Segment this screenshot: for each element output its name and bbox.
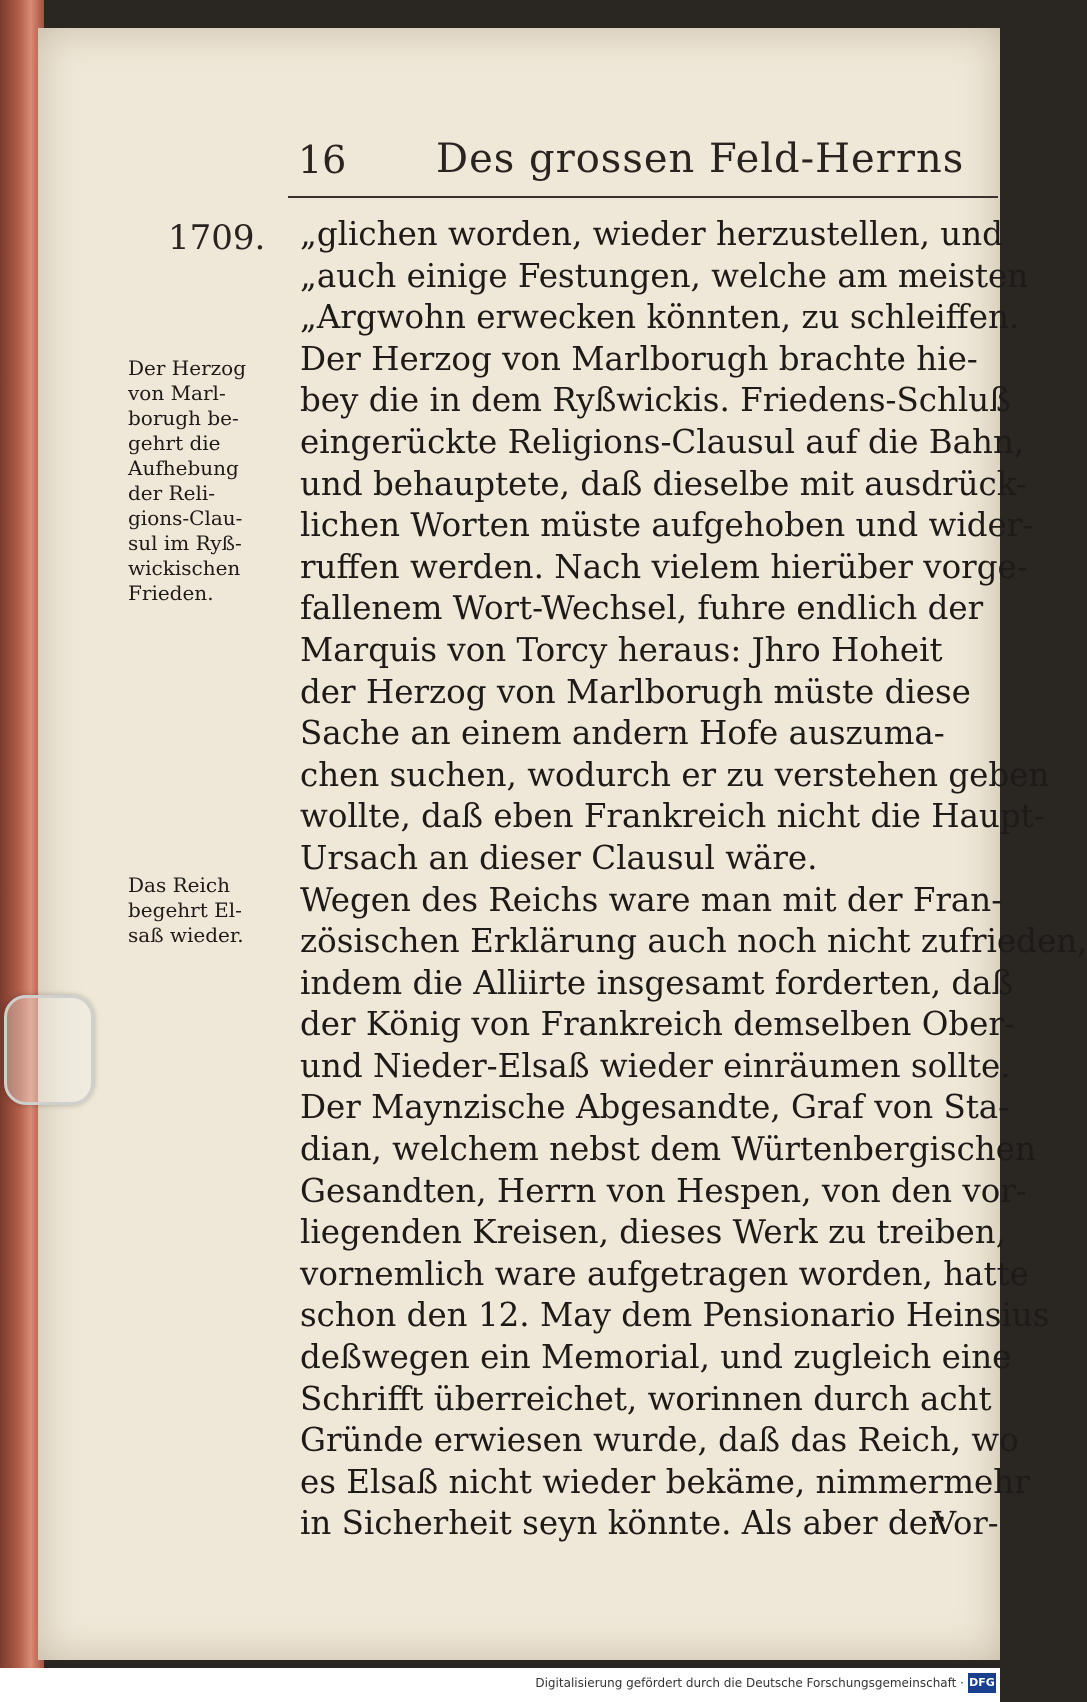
year-marker: 1709. — [168, 218, 266, 258]
text-line: Marquis von Torcy heraus: Jhro Hoheit — [300, 630, 943, 669]
text-line: dian, welchem nebst dem Würtenbergischen — [300, 1130, 1036, 1169]
text-line: Gründe erwiesen wurde, daß das Reich, wo — [300, 1421, 1019, 1460]
running-title: Des grossen Feld-Herrns — [436, 136, 965, 182]
footer — [0, 1668, 1000, 1702]
text-line: vornemlich ware aufgetragen worden, hatte — [300, 1254, 1029, 1293]
marginal-note — [128, 873, 298, 948]
text-line: eingerückte Religions-Clausul auf die Bahn, — [300, 422, 1025, 461]
page-clip — [4, 995, 94, 1105]
text-line: indem die Alliirte insgesamt forderten, daß — [300, 963, 1014, 1002]
marginal-line: sul im Ryß- — [128, 531, 242, 555]
marginal-line: Aufhebung — [128, 456, 239, 480]
marginal-line: der Reli- — [128, 481, 216, 505]
marginal-line: gions-Clau- — [128, 506, 243, 530]
text-line: und behauptete, daß dieselbe mit ausdrück- — [300, 464, 1027, 503]
body-text — [300, 214, 1087, 1545]
text-line: Der Maynzische Abgesandte, Graf von Sta- — [300, 1088, 1010, 1127]
header-rule — [288, 196, 998, 198]
marginal-line: saß wieder. — [128, 923, 244, 947]
text-line: Schrifft überreichet, worinnen durch acht — [300, 1379, 992, 1418]
page-number: 16 — [298, 138, 347, 182]
marginal-line: gehrt die — [128, 431, 221, 455]
text-line: „auch einige Festungen, welche am meisten — [300, 256, 1029, 295]
text-line: Ursach an dieser Clausul wäre. — [300, 838, 818, 877]
text-line: wollte, daß eben Frankreich nicht die Haupt- — [300, 797, 1045, 836]
marginal-line: Der Herzog — [128, 356, 247, 380]
text-line: Sache an einem andern Hofe auszuma- — [300, 714, 945, 753]
text-line: deßwegen ein Memorial, und zugleich eine — [300, 1338, 1012, 1377]
text-line: der König von Frankreich demselben Ober- — [300, 1005, 1015, 1044]
text-line: in Sicherheit seyn könnte. Als aber der — [300, 1504, 944, 1543]
dfg-logo: DFG — [968, 1673, 996, 1693]
text-line: der Herzog von Marlborugh müste diese — [300, 672, 971, 711]
text-line: fallenem Wort-Wechsel, fuhre endlich der — [300, 589, 984, 628]
marginal-line: wickischen — [128, 556, 241, 580]
text-line: „glichen worden, wieder herzustellen, und — [300, 215, 1003, 253]
marginal-line: begehrt El- — [128, 898, 242, 922]
text-line: Gesandten, Herrn von Hespen, von den vor- — [300, 1171, 1027, 1210]
book-page — [38, 28, 1087, 1660]
text-line: und Nieder-Elsaß wieder einräumen sollte. — [300, 1046, 1011, 1085]
text-line: schon den 12. May dem Pensionario Heinsius — [300, 1296, 1050, 1335]
text-line: Wegen des Reichs ware man mit der Fran- — [300, 880, 1003, 919]
marginal-note — [128, 356, 298, 606]
text-line: ruffen werden. Nach vielem hierüber vorge- — [300, 547, 1028, 586]
text-line: „Argwohn erwecken könnten, zu schleiffen. — [300, 298, 1020, 337]
marginal-line: borugh be- — [128, 406, 239, 430]
text-line: Der Herzog von Marlborugh brachte hie- — [300, 339, 978, 378]
marginal-line: Frieden. — [128, 581, 214, 605]
text-line: es Elsaß nicht wieder bekäme, nimmermehr — [300, 1462, 1030, 1501]
text-line: chen suchen, wodurch er zu verstehen geben — [300, 755, 1050, 794]
catchword: Vor- — [933, 1504, 999, 1542]
text-line: liegenden Kreisen, dieses Werk zu treiben, — [300, 1213, 1007, 1252]
text-line: lichen Worten müste aufgehoben und wider- — [300, 506, 1034, 545]
text-line: bey die in dem Ryßwickis. Friedens-Schluß — [300, 381, 1011, 420]
marginal-line: von Marl- — [128, 381, 226, 405]
funding-note: Digitalisierung gefördert durch die Deutsche Forschungsgemeinschaft · — [535, 1676, 964, 1690]
marginal-line: Das Reich — [128, 873, 230, 897]
text-line: zösischen Erklärung auch noch nicht zufrieden, — [300, 922, 1087, 961]
page-header — [268, 88, 998, 198]
